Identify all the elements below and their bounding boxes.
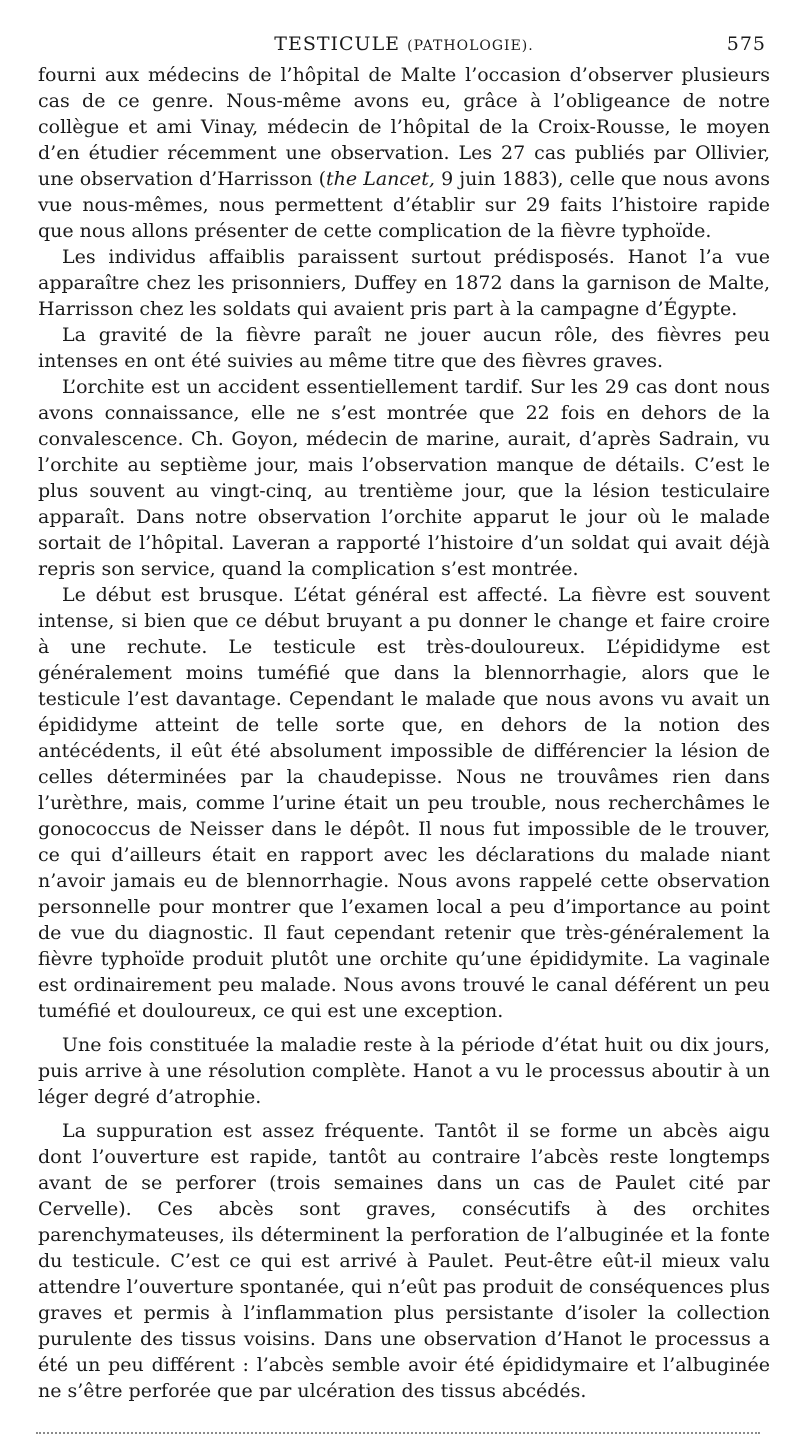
paragraph: La suppuration est assez fréquente. Tantôt il se forme un abcès aigu dont l’ouverture est rapide, tantôt au contraire l’abcès reste longtemps avant de se perforer (trois semaines dans un cas de Paulet cité par Cervelle). Ces abcès sont graves, consécutifs à des orchites parenchymateuses, ils déterminent la perforation de l’albuginée et la fonte du testicule. C’est ce qui est arrivé à Paulet. Peut-être eût-il mieux valu attendre l’ouverture spontanée, qui n’eût pas produit de conséquences plus graves et permis à l’inflammation plus persistante d’isoler la collection purulente des tissus voisins. Dans une observation d’Hanot le processus a été un peu différent : l’abcès semble avoir été épididymaire et l’albuginée ne s’être perforée que par ulcération des tissus abcédés. <box>38 1120 770 1402</box>
paragraph-text: fourni aux médecins de l’hôpital de Malte l’occasion d’observer plusieurs cas de ce genre. Nous-même avons eu, grâce à l’obligeance de notre collègue et ami Vinay, médecin de l’hôpital de la Croix-Rousse, le moyen d’en étudier récemment une observation. Les 27 cas publiés par Ollivier, une observation d’Harrisson ( <box>38 64 770 190</box>
paragraph <box>38 62 770 244</box>
paragraph: La gravité de la fièvre paraît ne jouer aucun rôle, des fièvres peu intenses en ont été suivies au même titre que des fièvres graves. <box>38 324 770 372</box>
page-number: 575 <box>726 33 766 55</box>
header-subtitle: (PATHOLOGIE). <box>407 38 534 54</box>
header-title: TESTICULE <box>274 33 401 55</box>
body-text <box>38 62 770 1404</box>
running-header <box>38 26 770 62</box>
paragraph-text: 9 juin 1883), celle que nous avons vue nous-mêmes, nous permettent d’établir sur 29 faits l’histoire rapide que nous allons présenter de cette complication de la fièvre typhoïde. <box>38 168 770 242</box>
paragraph: Le début est brusque. L’état général est affecté. La fièvre est souvent intense, si bien que ce début bruyant a pu donner le change et faire croire à une rechute. Le testicule est très-douloureux. L’épididyme est généralement moins tuméfié que dans la blennorrhagie, alors que le testicule l’est davantage. Cependant le malade que nous avons vu avait un épididyme atteint de telle sorte que, en dehors de la notion des antécédents, il eût été absolument impossible de différencier la lésion de celles déterminées par la chaudepisse. Nous ne trouvâmes rien dans l’urèthre, mais, comme l’urine était un peu trouble, nous recherchâmes le gonococcus de Neisser dans le dépôt. Il nous fut impossible de le trouver, ce qui d’ailleurs était en rapport avec les déclarations du malade niant n’avoir jamais eu de blennorrhagie. Nous avons rappelé cette observation personnelle pour montrer que l’examen local a peu d’importance au point de vue du diagnostic. Il faut cependant retenir que très-généralement la fièvre typhoïde produit plutôt une orchite qu’une épididymite. La vaginale est ordinairement peu malade. Nous avons trouvé le canal déférent un peu tuméfié et douloureux, ce qui est une exception. <box>38 584 770 1022</box>
paragraph: Les individus affaiblis paraissent surtout prédisposés. Hanot l’a vue apparaître chez les prisonniers, Duffey en 1872 dans la garnison de Malte, Harrisson chez les soldats qui avaient pris part à la campagne d’Égypte. <box>38 246 770 320</box>
paragraph: Une fois constituée la maladie reste à la période d’état huit ou dix jours, puis arrive à une résolution complète. Hanot a vu le processus aboutir à un léger degré d’atrophie. <box>38 1034 770 1108</box>
paragraph: L’orchite est un accident essentiellement tardif. Sur les 29 cas dont nous avons connaissance, elle ne s’est montrée que 22 fois en dehors de la convalescence. Ch. Goyon, médecin de marine, aurait, d’après Sadrain, vu l’orchite au septième jour, mais l’observation manque de détails. C’est le plus souvent au vingt-cinq, au trentième jour, que la lésion testiculaire apparaît. Dans notre observation l’orchite apparut le jour où le malade sortait de l’hôpital. Laveran a rapporté l’histoire d’un soldat qui avait déjà repris son service, quand la complication s’est montrée. <box>38 376 770 580</box>
footer-rule <box>36 1432 760 1434</box>
journal-title: the Lancet, <box>326 168 435 190</box>
